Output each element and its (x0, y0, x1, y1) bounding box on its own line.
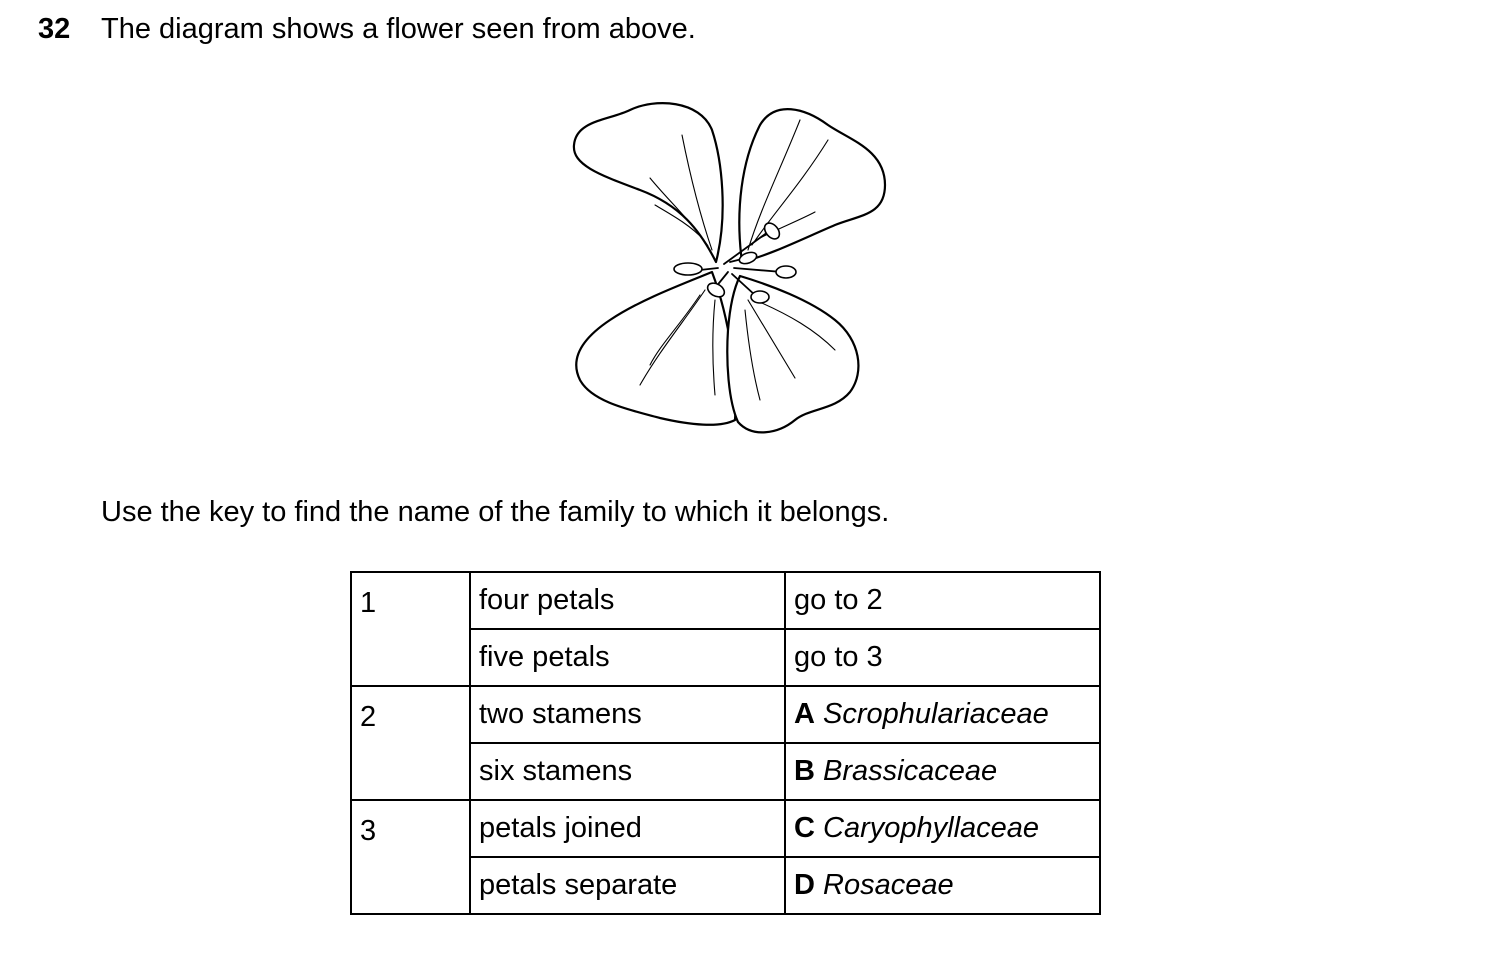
identification-key (350, 571, 1101, 915)
key-outcome: go to 2 (785, 572, 1100, 629)
petal-top-left (574, 103, 723, 262)
instruction-text: Use the key to find the name of the family to which it belongs. (101, 496, 890, 528)
option-d (785, 857, 1100, 914)
option-c (785, 800, 1100, 857)
key-row (351, 572, 1100, 629)
key-feature: petals joined (470, 800, 785, 857)
option-letter: C (794, 812, 815, 844)
option-a (785, 686, 1100, 743)
anther-lower-right (751, 291, 769, 303)
key-feature: two stamens (470, 686, 785, 743)
petal-top-right (739, 109, 885, 262)
key-feature: five petals (470, 629, 785, 686)
question-stem: The diagram shows a flower seen from above. (101, 13, 696, 45)
option-b (785, 743, 1100, 800)
flower-diagram (560, 95, 900, 445)
key-step-number: 2 (351, 686, 470, 800)
anther-right (776, 266, 796, 278)
option-letter: A (794, 698, 815, 730)
key-row (351, 686, 1100, 743)
key-step-number: 1 (351, 572, 470, 686)
anther-left (674, 263, 702, 275)
family-name: Rosaceae (823, 869, 954, 901)
family-name: Scrophulariaceae (823, 698, 1049, 730)
key-row (351, 800, 1100, 857)
family-name: Brassicaceae (823, 755, 998, 787)
key-feature: six stamens (470, 743, 785, 800)
option-letter: D (794, 869, 815, 901)
key-outcome: go to 3 (785, 629, 1100, 686)
question-number: 32 (38, 13, 71, 45)
family-name: Caryophyllaceae (823, 812, 1040, 844)
key-feature: four petals (470, 572, 785, 629)
key-step-number: 3 (351, 800, 470, 914)
option-letter: B (794, 755, 815, 787)
petal-bottom-right (727, 276, 858, 432)
key-feature: petals separate (470, 857, 785, 914)
